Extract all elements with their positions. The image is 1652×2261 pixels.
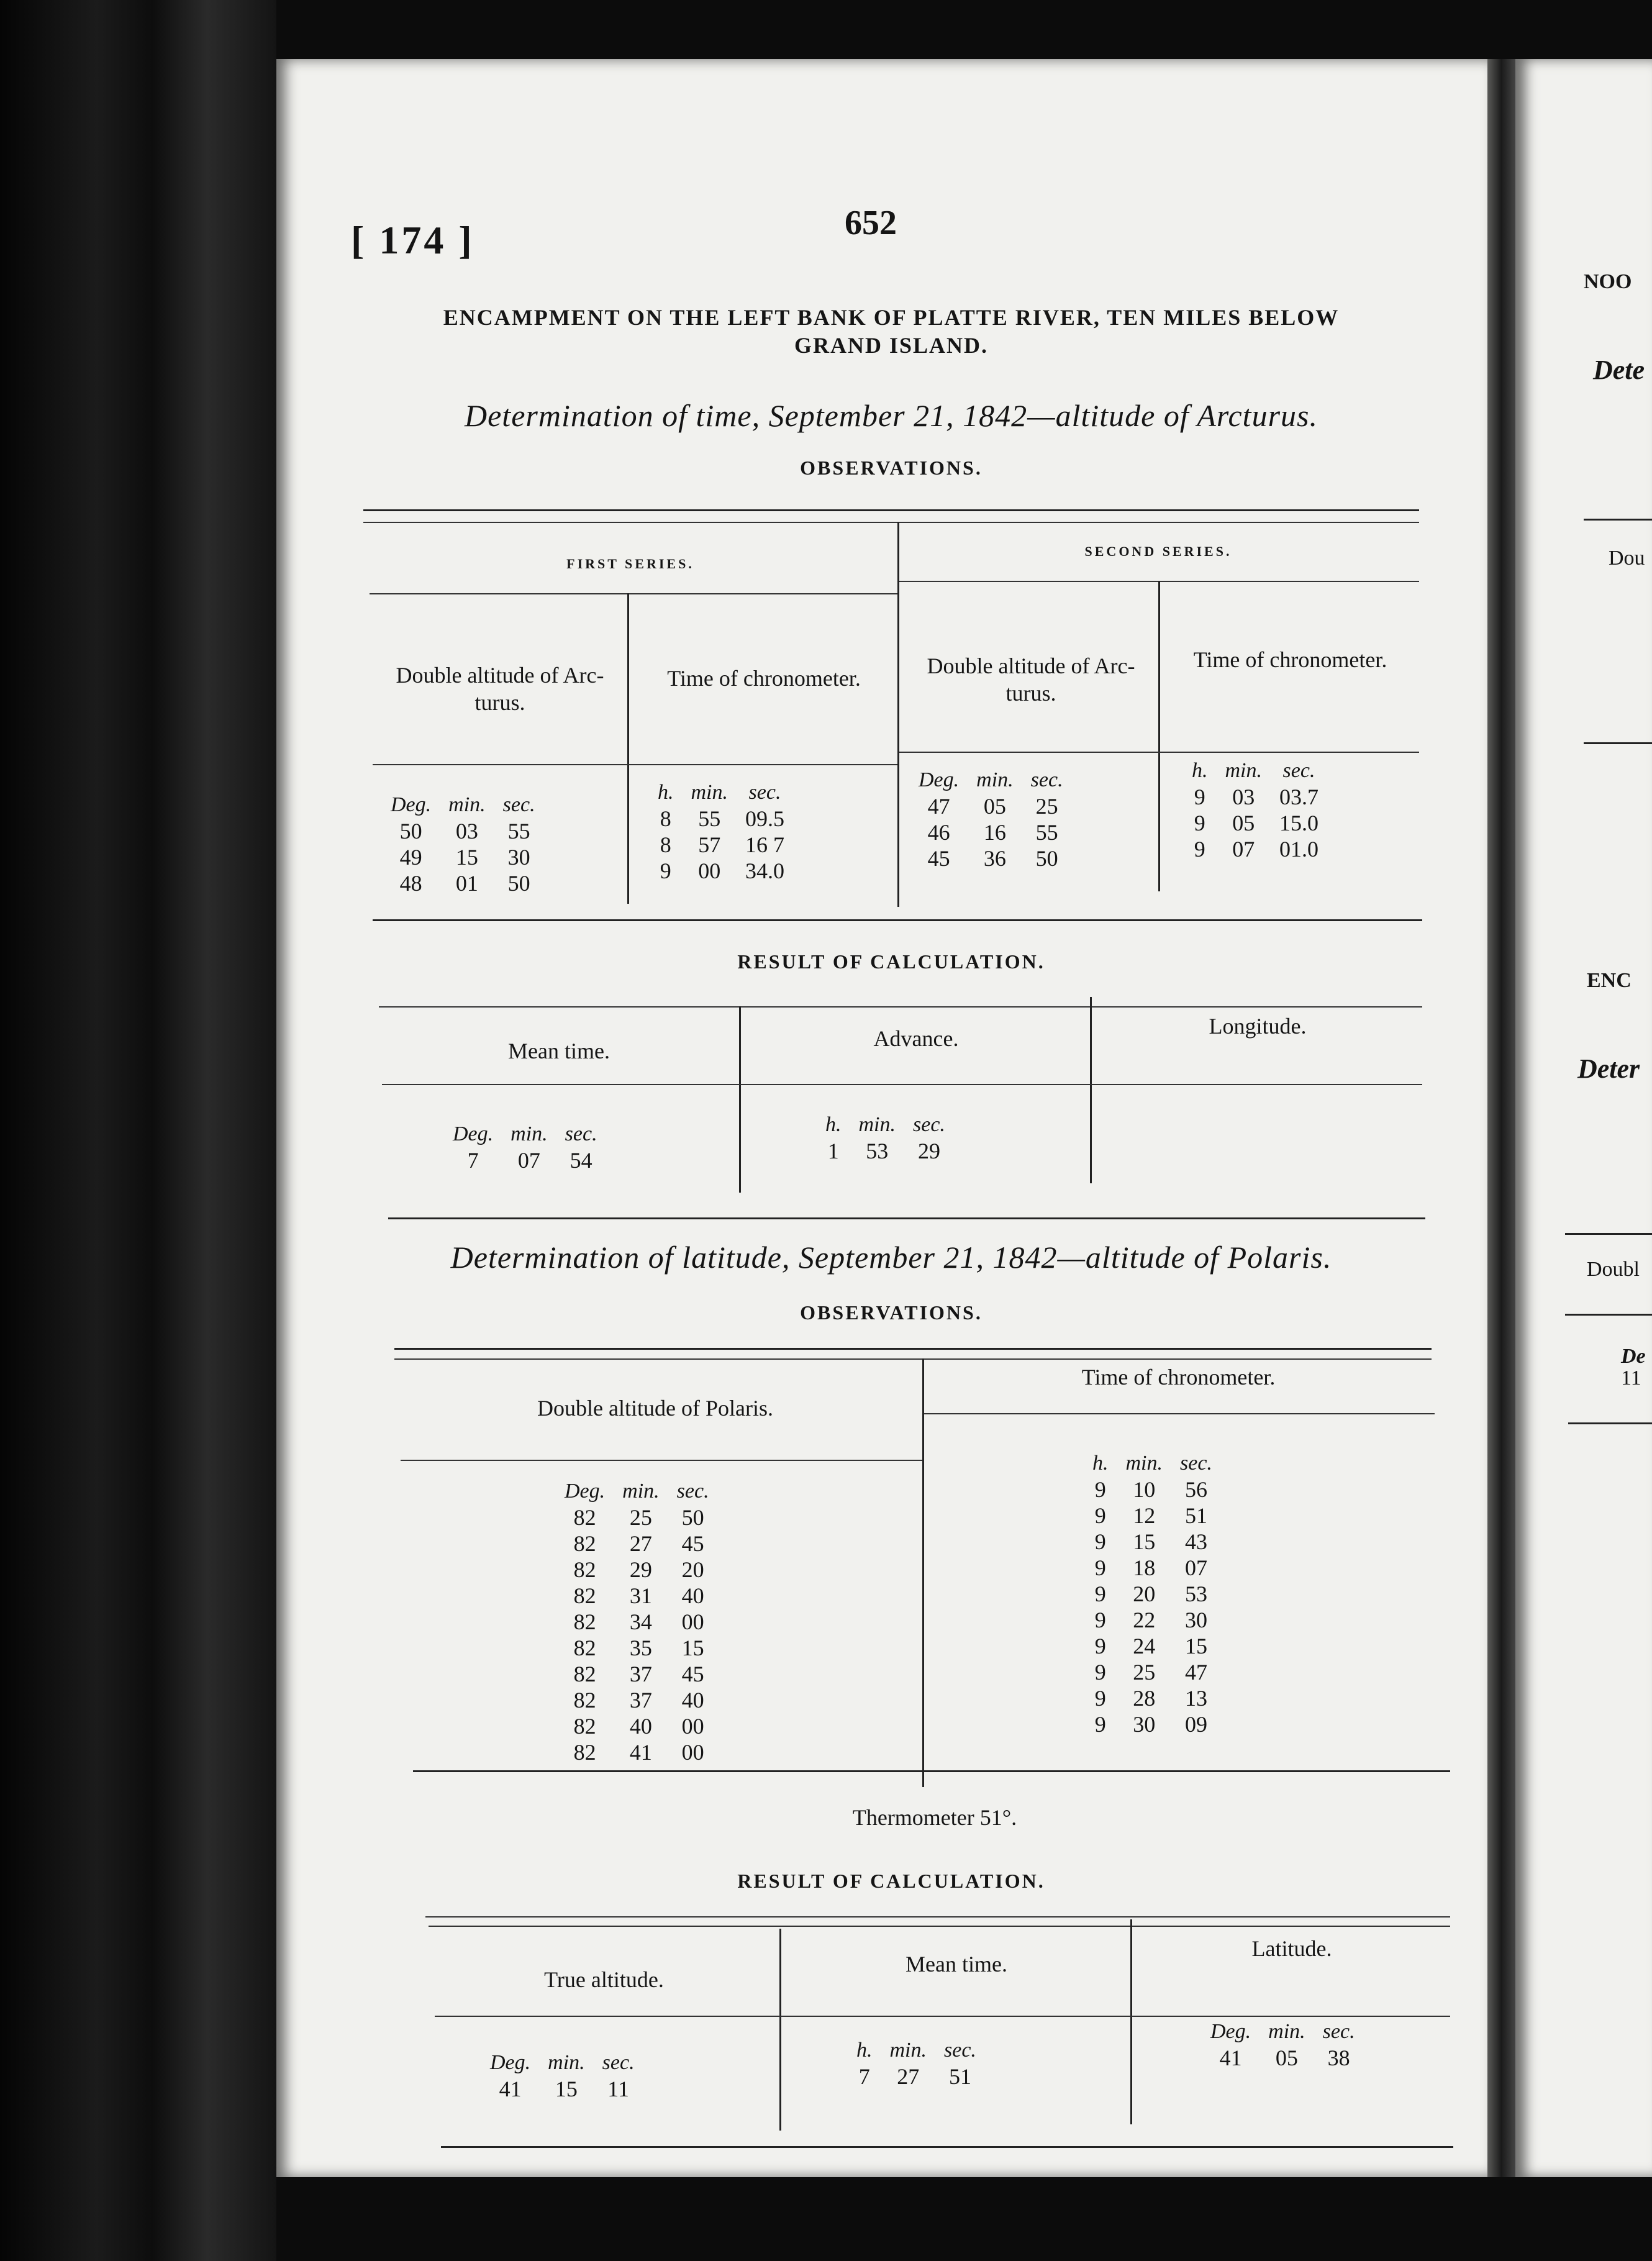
cell: 9 — [1094, 1477, 1106, 1502]
cell: 9 — [1094, 1555, 1106, 1580]
unit-label: min. — [1225, 759, 1262, 782]
cell: 8 — [660, 832, 671, 857]
cell: 27 — [897, 2064, 920, 2089]
unit-label: h. — [825, 1113, 842, 1136]
table-row — [649, 806, 793, 832]
cell: 01 — [455, 871, 478, 896]
cell: 15 — [555, 2077, 578, 2101]
facing-page-rule — [1584, 519, 1652, 521]
cell: 50 — [507, 871, 530, 896]
cell: 15 — [1184, 1634, 1207, 1658]
table-rule — [379, 1006, 1422, 1008]
cell: 57 — [698, 832, 721, 857]
facing-page-fragment: ENC — [1587, 969, 1632, 992]
table-row — [556, 1609, 718, 1635]
unit-label: min. — [1268, 2020, 1305, 2043]
cell: 45 — [681, 1662, 704, 1686]
unit-label: min. — [976, 768, 1014, 791]
cell: 82 — [573, 1714, 596, 1739]
column-divider — [922, 1358, 924, 1787]
col-header-advance: Advance. — [873, 1026, 959, 1051]
facing-page-fragment: Dou — [1609, 547, 1645, 570]
cell: 34 — [629, 1609, 652, 1634]
facing-page-fragment: NOO — [1584, 270, 1632, 293]
cell: 47 — [927, 794, 950, 819]
unit-label: min. — [511, 1122, 548, 1145]
cell: 25 — [629, 1505, 652, 1530]
header-text: turus. — [474, 690, 525, 715]
unit-label: h. — [1092, 1452, 1109, 1475]
table-rule — [429, 1926, 1450, 1927]
cell: 29 — [629, 1557, 652, 1582]
cell: 00 — [681, 1609, 704, 1634]
cell: 25 — [1133, 1660, 1156, 1685]
unit-label: sec. — [1282, 759, 1315, 782]
cell: 9 — [1194, 811, 1205, 835]
cell: 9 — [1194, 837, 1205, 862]
cell: 53 — [1184, 1581, 1207, 1606]
cell: 16 — [983, 820, 1006, 845]
col-header-mean-time: Mean time. — [508, 1039, 610, 1063]
unit-label: sec. — [676, 1480, 709, 1503]
section-heading-latitude: Determination of latitude, September 21, 1842—altitude of Polaris. — [450, 1240, 1332, 1275]
unit-label: sec. — [565, 1122, 597, 1145]
table-row — [1084, 1633, 1221, 1659]
cell: 15 — [1133, 1529, 1156, 1554]
cell: 1 — [827, 1139, 839, 1163]
cell: 9 — [1094, 1686, 1106, 1711]
cell: 01.0 — [1279, 837, 1318, 862]
cell: 82 — [573, 1583, 596, 1608]
unit-label: min. — [622, 1480, 660, 1503]
cell: 15 — [455, 845, 478, 870]
table-row — [1084, 1503, 1221, 1529]
cell: 24 — [1133, 1634, 1156, 1658]
cell: 30 — [1184, 1608, 1207, 1632]
result-latitude — [1202, 2019, 1364, 2071]
cell: 9 — [1094, 1660, 1106, 1685]
col-header-double-altitude — [370, 662, 630, 716]
result-label-2: RESULT OF CALCULATION. — [737, 1870, 1045, 1892]
unit-label: min. — [691, 781, 728, 804]
cell: 43 — [1184, 1529, 1207, 1554]
cell: 09.5 — [745, 806, 784, 831]
unit-label: Deg. — [919, 768, 960, 791]
unit-label: sec. — [1030, 768, 1063, 791]
table-row — [556, 1635, 718, 1661]
table-row — [1183, 784, 1327, 810]
table-rule — [924, 1413, 1435, 1414]
unit-label: h. — [856, 2039, 873, 2062]
observations-label: OBSERVATIONS. — [800, 457, 983, 479]
table-rule — [363, 522, 1419, 523]
unit-label: min. — [548, 2051, 585, 2074]
result-mean-time-2 — [848, 2037, 985, 2090]
table-rule — [388, 1217, 1425, 1219]
unit-label: Deg. — [565, 1480, 606, 1503]
cell: 00 — [681, 1714, 704, 1739]
second-series-altitudes — [910, 767, 1072, 871]
cell: 00 — [681, 1740, 704, 1765]
table-rule — [394, 1358, 1432, 1360]
cell: 40 — [681, 1583, 704, 1608]
cell: 55 — [698, 806, 721, 831]
thermometer-note: Thermometer 51°. — [852, 1805, 1017, 1830]
table-row — [910, 845, 1072, 871]
table-row — [556, 1504, 718, 1531]
cell: 41 — [499, 2077, 522, 2101]
cell: 9 — [1194, 785, 1205, 809]
cell: 00 — [698, 858, 721, 883]
column-divider — [1158, 581, 1160, 891]
cell: 49 — [399, 845, 422, 870]
cell: 16 7 — [745, 832, 784, 857]
cell: 9 — [1094, 1608, 1106, 1632]
table-row — [556, 1661, 718, 1687]
table-row — [1084, 1476, 1221, 1503]
unit-label: Deg. — [1210, 2020, 1251, 2043]
table-rule — [373, 764, 897, 765]
cell: 50 — [1035, 846, 1058, 871]
col-header-latitude: Latitude. — [1251, 1936, 1332, 1961]
facing-page-rule — [1565, 1314, 1652, 1316]
table-row — [444, 1147, 606, 1173]
cell: 18 — [1133, 1555, 1156, 1580]
page-number: 652 — [845, 204, 897, 242]
cell: 35 — [629, 1635, 652, 1660]
cell: 20 — [681, 1557, 704, 1582]
cell: 05 — [1232, 811, 1255, 835]
cell: 48 — [399, 871, 422, 896]
cell: 55 — [507, 819, 530, 844]
cell: 9 — [1094, 1634, 1106, 1658]
table-row — [817, 1138, 954, 1164]
cell: 7 — [858, 2064, 870, 2089]
unit-label: sec. — [944, 2039, 976, 2062]
table-rule — [370, 593, 897, 594]
cell: 11 — [607, 2077, 629, 2101]
cell: 50 — [399, 819, 422, 844]
result-mean-time — [444, 1121, 606, 1173]
unit-label: sec. — [913, 1113, 945, 1136]
cell: 9 — [1094, 1529, 1106, 1554]
col-header-double-altitude-2 — [901, 652, 1161, 707]
table-row — [649, 858, 793, 884]
cell: 82 — [573, 1609, 596, 1634]
table-row — [1084, 1685, 1221, 1711]
cell: 03 — [1232, 785, 1255, 809]
unit-label: Deg. — [453, 1122, 494, 1145]
col-header-double-altitude-polaris: Double altitude of Polaris. — [537, 1396, 773, 1421]
cell: 82 — [573, 1662, 596, 1686]
document-page — [276, 59, 1487, 2177]
cell: 56 — [1184, 1477, 1207, 1502]
unit-label: sec. — [1322, 2020, 1355, 2043]
cell: 82 — [573, 1505, 596, 1530]
second-series-times — [1183, 758, 1327, 862]
cell: 05 — [1275, 2045, 1298, 2070]
page-title-line2: GRAND ISLAND. — [794, 333, 989, 358]
cell: 82 — [573, 1635, 596, 1660]
unit-label: min. — [448, 793, 486, 816]
unit-label: Deg. — [490, 2051, 531, 2074]
cell: 45 — [927, 846, 950, 871]
section-heading-time: Determination of time, September 21, 1842—altitude of Arcturus. — [465, 398, 1318, 433]
column-divider — [627, 593, 629, 904]
first-series-times — [649, 780, 793, 884]
series-divider — [897, 522, 899, 907]
facing-page — [1515, 59, 1652, 2177]
table-row — [848, 2063, 985, 2090]
cell: 31 — [629, 1583, 652, 1608]
cell: 46 — [927, 820, 950, 845]
book-binding — [0, 0, 276, 2261]
table-row — [556, 1713, 718, 1739]
column-divider — [1090, 997, 1092, 1183]
cell: 82 — [573, 1740, 596, 1765]
header-text: Double altitude of Arc- — [927, 653, 1135, 678]
facing-page-rule — [1565, 1233, 1652, 1235]
facing-page-rule — [1584, 742, 1652, 744]
unit-label: h. — [658, 781, 674, 804]
cell: 38 — [1327, 2045, 1350, 2070]
cell: 30 — [1133, 1712, 1156, 1737]
cell: 37 — [629, 1662, 652, 1686]
page-mark: [ 174 ] — [351, 218, 474, 262]
table-rule — [425, 1916, 1450, 1918]
table-row — [1084, 1607, 1221, 1633]
cell: 03.7 — [1279, 785, 1318, 809]
column-divider — [779, 1929, 781, 2131]
book-gutter — [1487, 59, 1515, 2177]
cell: 40 — [629, 1714, 652, 1739]
column-divider — [739, 1006, 741, 1193]
cell: 07 — [1232, 837, 1255, 862]
cell: 8 — [660, 806, 671, 831]
table-rule — [401, 1460, 922, 1461]
table-rule — [435, 2016, 1450, 2017]
cell: 05 — [983, 794, 1006, 819]
unit-label: sec. — [502, 793, 535, 816]
unit-label: Deg. — [391, 793, 432, 816]
table-rule — [899, 752, 1419, 753]
cell: 41 — [629, 1740, 652, 1765]
header-text: Double altitude of Arc- — [396, 663, 604, 688]
cell: 9 — [1094, 1503, 1106, 1528]
facing-page-fragment: Deter — [1577, 1053, 1640, 1084]
cell: 15 — [681, 1635, 704, 1660]
facing-page-rule — [1568, 1422, 1652, 1424]
cell: 41 — [1219, 2045, 1242, 2070]
table-rule — [373, 919, 1422, 921]
table-row — [382, 844, 544, 870]
table-rule — [363, 509, 1419, 511]
table-rule — [441, 2146, 1453, 2148]
result-true-altitude — [481, 2050, 643, 2102]
first-series-label: FIRST SERIES. — [566, 556, 694, 571]
col-header-time: Time of chronometer. — [667, 666, 861, 691]
column-divider — [1130, 1919, 1132, 2124]
cell: 9 — [1094, 1581, 1106, 1606]
cell: 54 — [570, 1148, 592, 1173]
table-rule — [394, 1348, 1432, 1350]
table-row — [556, 1739, 718, 1765]
cell: 55 — [1035, 820, 1058, 845]
table-row — [382, 818, 544, 844]
unit-label: min. — [1125, 1452, 1163, 1475]
unit-label: h. — [1192, 759, 1208, 782]
col-header-true-altitude: True altitude. — [544, 1967, 664, 1992]
table-row — [1084, 1659, 1221, 1685]
polaris-times — [1084, 1450, 1221, 1737]
table-row — [1084, 1711, 1221, 1737]
cell: 25 — [1035, 794, 1058, 819]
col-header-longitude: Longitude. — [1209, 1014, 1307, 1039]
result-label: RESULT OF CALCULATION. — [737, 950, 1045, 973]
cell: 28 — [1133, 1686, 1156, 1711]
cell: 37 — [629, 1688, 652, 1713]
cell: 82 — [573, 1557, 596, 1582]
cell: 47 — [1184, 1660, 1207, 1685]
table-row — [1084, 1581, 1221, 1607]
cell: 29 — [917, 1139, 940, 1163]
unit-label: sec. — [602, 2051, 635, 2074]
facing-page-fragment: Dete — [1593, 355, 1645, 385]
cell: 09 — [1184, 1712, 1207, 1737]
table-rule — [382, 1084, 1422, 1085]
col-header-time-2: Time of chronometer. — [1193, 647, 1387, 672]
cell: 7 — [467, 1148, 479, 1173]
table-row — [556, 1531, 718, 1557]
table-row — [1183, 810, 1327, 836]
cell: 22 — [1133, 1608, 1156, 1632]
header-text: turus. — [1005, 681, 1056, 706]
table-row — [481, 2076, 643, 2102]
cell: 30 — [507, 845, 530, 870]
cell: 51 — [1184, 1503, 1207, 1528]
cell: 03 — [455, 819, 478, 844]
cell: 45 — [681, 1531, 704, 1556]
cell: 07 — [1184, 1555, 1207, 1580]
unit-label: sec. — [1180, 1452, 1212, 1475]
table-row — [910, 793, 1072, 819]
cell: 40 — [681, 1688, 704, 1713]
table-row — [1084, 1555, 1221, 1581]
cell: 07 — [517, 1148, 540, 1173]
unit-label: min. — [858, 1113, 896, 1136]
cell: 34.0 — [745, 858, 784, 883]
facing-page-fragment: De — [1621, 1345, 1646, 1368]
cell: 10 — [1133, 1477, 1156, 1502]
cell: 53 — [866, 1139, 889, 1163]
first-series-altitudes — [382, 792, 544, 896]
col-header-time-polaris: Time of chronometer. — [1081, 1365, 1276, 1390]
cell: 82 — [573, 1531, 596, 1556]
col-header-mean-time-2: Mean time. — [905, 1952, 1007, 1977]
table-row — [556, 1687, 718, 1713]
facing-page-fragment: Doubl — [1587, 1258, 1640, 1281]
cell: 27 — [629, 1531, 652, 1556]
polaris-altitudes — [556, 1478, 718, 1765]
cell: 9 — [1094, 1712, 1106, 1737]
cell: 50 — [681, 1505, 704, 1530]
unit-label: sec. — [748, 781, 781, 804]
second-series-label: SECOND SERIES. — [1084, 544, 1232, 559]
table-row — [910, 819, 1072, 845]
result-advance — [817, 1112, 954, 1164]
page-title: ENCAMPMENT ON THE LEFT BANK OF PLATTE RIVER, TEN MILES BELOW — [443, 305, 1340, 330]
cell: 82 — [573, 1688, 596, 1713]
table-row — [1202, 2045, 1364, 2071]
cell: 12 — [1133, 1503, 1156, 1528]
table-row — [649, 832, 793, 858]
table-rule — [413, 1770, 1450, 1772]
table-row — [556, 1583, 718, 1609]
cell: 15.0 — [1279, 811, 1318, 835]
table-row — [1183, 836, 1327, 862]
table-row — [556, 1557, 718, 1583]
table-row — [1084, 1529, 1221, 1555]
unit-label: min. — [889, 2039, 927, 2062]
facing-page-fragment: 11 — [1621, 1367, 1641, 1390]
cell: 20 — [1133, 1581, 1156, 1606]
cell: 13 — [1184, 1686, 1207, 1711]
table-row — [382, 870, 544, 896]
cell: 9 — [660, 858, 671, 883]
observations-label-2: OBSERVATIONS. — [800, 1301, 983, 1324]
cell: 51 — [948, 2064, 971, 2089]
cell: 36 — [983, 846, 1006, 871]
